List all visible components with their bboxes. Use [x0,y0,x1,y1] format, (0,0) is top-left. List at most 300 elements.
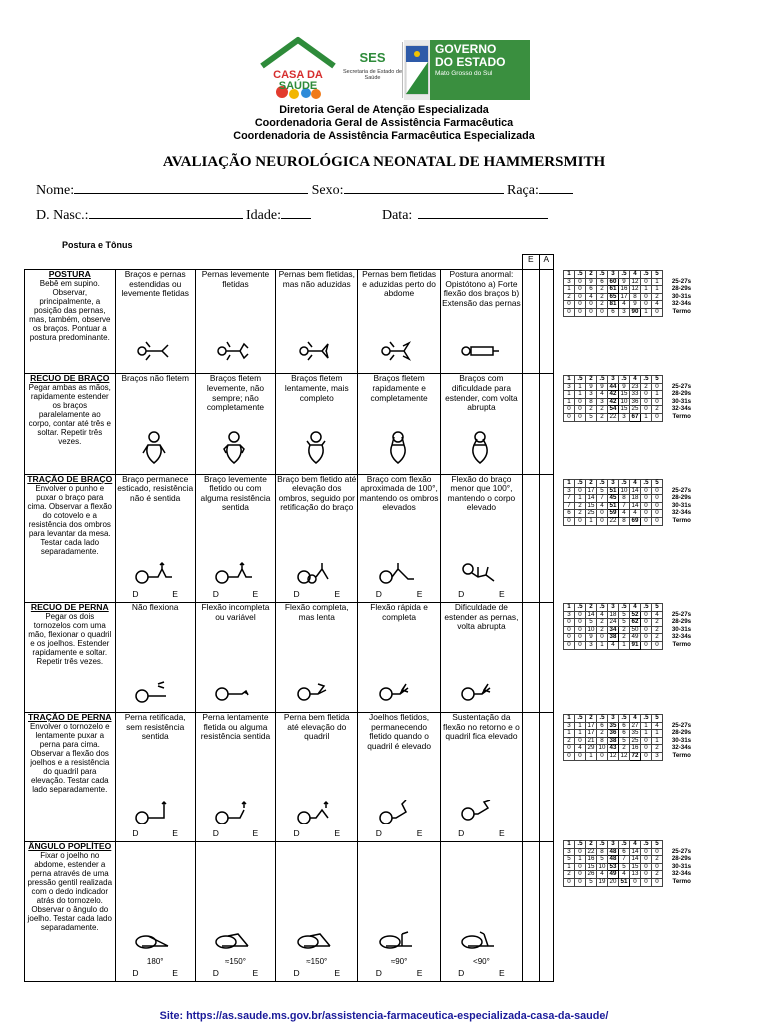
score-cell: 2 [597,626,608,634]
angle-label: <90° [473,957,490,967]
age-label: 28-29s [671,618,692,626]
score-cell: 16 [586,856,597,864]
option-cell[interactable] [195,474,275,602]
score-header-cell: .5 [619,480,630,488]
option-text: Braço com flexão aproximada de 100°, mantendo os ombros elevados [359,473,439,513]
score-cell: 3 [564,848,575,856]
age-label: 25-27s [671,382,692,390]
score-cell: 0 [575,871,586,879]
sexo-label: Sexo: [311,183,344,198]
option-text: Braços fletem rapidamente e completamente [370,373,428,403]
score-cell: 2 [619,626,630,634]
score-table-popliteal-angle [563,840,699,887]
score-cell: 42 [608,398,619,406]
arm-recoil-figure-icon [214,431,256,468]
option-cell[interactable] [358,713,440,841]
score-cell: 0 [652,517,663,525]
popliteal-angle-figure-icon [134,930,176,957]
score-header-cell: .5 [597,376,608,384]
score-cell: 2 [597,406,608,414]
score-cell: 2 [652,619,663,627]
score-cell: 24 [608,619,619,627]
score-cell: 3 [564,383,575,391]
leg-recoil-figure-icon [214,680,256,707]
ses-logo [343,42,403,98]
score-cell: 3 [564,487,575,495]
arm-recoil-figure-icon [134,431,176,468]
nasc-field[interactable] [89,207,243,219]
age-label: 30-31s [671,292,692,300]
posture-figure-icon [214,341,256,368]
score-cell: 0 [575,626,586,634]
option-text: Braços fletem lentamente, mais completo [284,373,349,403]
leg-traction-figure-icon [296,800,338,827]
row-title: POSTURA [48,269,91,280]
option-text: Joelhos fletidos, permanecendo fletido quando o quadril é elevado [367,712,431,751]
option-text: Braços fletem levemente, não sempre; não completamente [206,373,265,413]
score-cell: 26 [586,871,597,879]
nome-label: Nome: [36,183,75,198]
option-cell[interactable] [276,270,358,374]
data-field[interactable] [418,207,548,219]
score-header-cell: .5 [597,480,608,488]
score-cell: 6 [608,308,619,316]
score-cell: 6 [619,722,630,730]
side-labels [196,829,275,839]
casa-da-saude-logo [258,36,338,102]
option-cell[interactable] [276,374,358,474]
score-cell: 10 [597,863,608,871]
popliteal-angle-figure-icon [296,930,338,957]
score-cell: 1 [575,391,586,399]
score-header-cell: 2 [586,841,597,849]
row-label-cell [25,374,116,474]
age-label: 25-27s [671,847,692,855]
arm-recoil-figure-icon [460,431,502,468]
row-label-cell [25,602,116,712]
score-cell: 18 [630,495,641,503]
score-cell: 17 [619,293,630,301]
side-labels [116,969,195,979]
nasc-label: D. Nasc.: [36,208,89,223]
score-cell: 14 [630,848,641,856]
governo-line3: Mato Grosso do Sul [435,70,493,77]
score-e-cell[interactable] [523,841,539,981]
score-cell: 29 [586,745,597,753]
score-cell: 72 [630,752,641,760]
age-label: 32-34s [671,633,692,641]
score-e-cell[interactable] [523,713,539,841]
score-header-cell: 5 [652,604,663,612]
score-header-cell: 3 [608,715,619,723]
option-cell[interactable] [440,841,522,981]
score-cell: 9 [619,278,630,286]
score-header-cell: 1 [564,271,575,279]
score-cell: 52 [630,611,641,619]
age-header-cell [663,480,699,488]
score-cell: 4 [608,641,619,649]
score-cell: 4 [575,745,586,753]
row-description: Envolver o punho e puxar o braço para cima. Observar a flexão do cotovelo e a resistência dos ombros para levantar da mesa. Testar cada lado separadamente. [27,483,113,556]
score-header-cell: .5 [597,841,608,849]
side-labels [358,969,439,979]
score-cell: 14 [586,611,597,619]
score-cell: 2 [641,383,652,391]
raca-field[interactable] [539,182,573,194]
svg-text:CASA DA: CASA DA [273,69,323,81]
option-cell[interactable] [276,602,358,712]
score-cell: 0 [652,413,663,421]
score-table-posture [563,270,699,317]
age-label: Termo [672,751,691,759]
score-cell: 0 [564,308,575,316]
score-cell: 45 [608,495,619,503]
option-cell[interactable] [115,841,195,981]
score-cell: 15 [586,502,597,510]
option-cell[interactable] [276,841,358,981]
row-description: Pegar ambas as mãos, rapidamente estender os braços paralelamente ao corpo, contar até três e soltar. Repetir três vezes. [28,383,111,447]
score-cell: 69 [630,517,641,525]
score-cell: 0 [564,413,575,421]
age-label: 32-34s [671,300,692,308]
score-cell: 0 [641,406,652,414]
score-cell: 81 [608,301,619,309]
header-line2: Coordenadoria Geral de Assistência Farmacêutica [254,117,514,129]
score-a-cell[interactable] [539,374,553,474]
sexo-field[interactable] [344,182,504,194]
age-label: 30-31s [671,501,692,509]
score-cell: 0 [652,398,663,406]
option-cell[interactable] [115,374,195,474]
score-cell: 2 [597,301,608,309]
score-e-cell[interactable] [523,374,539,474]
score-cell: 36 [608,730,619,738]
score-cell: 15 [619,391,630,399]
score-a-cell[interactable] [539,474,553,602]
option-cell[interactable] [195,374,275,474]
score-cell: 16 [630,745,641,753]
option-cell[interactable] [115,270,195,374]
score-cell: 0 [564,517,575,525]
side-d-label: D [212,968,219,979]
row-description: Fixar o joelho no abdome, estender a perna através de uma pressão gentil realizada com o dedo indicador atrás do tornozelo. Observar o ângulo do joelho. Testar cada lado separadamente. [27,850,113,932]
score-cell: 0 [630,878,641,886]
side-e-label: E [499,827,505,838]
score-cell: 9 [630,301,641,309]
row-description: Bebê em supino. Observar, principalmente, a posição das pernas, mas, também, observe os braços. Pontuar a postura predominante. [29,279,111,343]
score-cell: 2 [652,406,663,414]
score-header-cell: 4 [630,604,641,612]
score-header-cell: 3 [608,841,619,849]
score-cell: 1 [564,398,575,406]
option-cell[interactable] [440,270,522,374]
score-cell: 0 [597,308,608,316]
score-e-cell[interactable] [523,602,539,712]
grid-header-row [25,255,554,270]
score-header-cell: 2 [586,715,597,723]
score-cell: 5 [586,413,597,421]
arm-traction-figure-icon [378,561,420,588]
score-e-cell[interactable] [523,474,539,602]
ses-logo-title: SES [359,50,386,65]
score-cell: 0 [652,878,663,886]
side-e-label: E [416,968,423,979]
grid-row-arm-traction [25,474,554,602]
score-header-cell: 2 [586,480,597,488]
score-cell: 0 [641,391,652,399]
score-cell: 10 [619,398,630,406]
angle-label: ≈150° [306,957,328,967]
score-cell: 20 [608,878,619,886]
posture-figure-icon [296,341,338,368]
row-title: RECUO DE BRAÇO [30,373,110,384]
score-cell: 49 [608,871,619,879]
option-cell[interactable] [195,713,275,841]
score-cell: 4 [652,611,663,619]
score-header-cell: 5 [652,480,663,488]
score-a-cell[interactable] [539,270,553,374]
idade-field[interactable] [281,207,311,219]
grid-row-arm-recoil [25,374,554,474]
arm-traction-figure-icon [134,561,176,588]
side-d-label: D [375,827,382,838]
score-header-cell: 2 [586,604,597,612]
score-cell: 5 [619,737,630,745]
score-cell: 62 [630,619,641,627]
score-header-cell: 4 [630,841,641,849]
score-header-cell: .5 [575,376,586,384]
option-text: Pernas levemente fletidas [201,269,270,289]
score-cell: 0 [575,398,586,406]
col-a-header: A [539,255,553,270]
score-cell: 0 [652,848,663,856]
side-d-label: D [212,589,219,600]
side-d-label: D [132,968,139,979]
option-cell[interactable] [358,374,440,474]
score-cell: 4 [630,510,641,518]
score-header-cell: .5 [575,841,586,849]
option-cell[interactable] [195,602,275,712]
score-cell: 0 [641,878,652,886]
option-cell[interactable] [440,713,522,841]
score-header-cell: 2 [586,376,597,384]
age-label: 32-34s [671,744,692,752]
score-header-cell: 3 [608,480,619,488]
score-header-cell: .5 [575,480,586,488]
side-labels [441,590,522,600]
option-cell[interactable] [115,474,195,602]
score-cell: 0 [564,641,575,649]
score-header-cell: 4 [630,480,641,488]
score-e-cell[interactable] [523,270,539,374]
score-cell: 15 [630,863,641,871]
option-cell[interactable] [115,602,195,712]
side-labels [116,590,195,600]
option-cell[interactable] [358,270,440,374]
score-a-cell[interactable] [539,713,553,841]
side-labels [276,829,357,839]
form-row-1 [36,182,573,199]
footer-site-link[interactable]: Site: https://as.saude.ms.gov.br/assistencia-farmaceutica-especializada-casa-da-saude/ [159,1010,609,1022]
score-cell: 0 [641,398,652,406]
score-cell: 7 [597,495,608,503]
score-table-leg-recoil [563,603,699,650]
age-label: 32-34s [671,405,692,413]
score-cell: 5 [619,611,630,619]
age-label: 28-29s [671,729,692,737]
age-label: Termo [672,640,691,648]
score-cell: 3 [564,722,575,730]
score-cell: 4 [586,293,597,301]
idade-label: Idade: [246,208,281,223]
score-header-cell: 1 [564,480,575,488]
form-row-2 [36,207,548,224]
angle-label: ≈150° [224,957,246,967]
option-cell[interactable] [440,374,522,474]
side-e-label: E [334,827,341,838]
age-label: 25-27s [671,721,692,729]
age-label: 30-31s [671,397,692,405]
score-cell: 5 [619,619,630,627]
score-cell: 0 [575,863,586,871]
score-cell: 2 [564,293,575,301]
row-label-cell [25,713,116,841]
popliteal-angle-figure-icon [378,930,420,957]
score-cell: 3 [619,308,630,316]
option-text: Flexão rápida e completa [370,601,428,622]
score-cell: 4 [619,510,630,518]
score-cell: 0 [641,611,652,619]
score-cell: 1 [652,286,663,294]
score-a-cell[interactable] [539,602,553,712]
score-cell: 1 [652,391,663,399]
score-cell: 4 [597,502,608,510]
score-header-cell: .5 [575,604,586,612]
option-cell[interactable] [195,841,275,981]
score-header-cell: .5 [619,715,630,723]
option-cell[interactable] [358,602,440,712]
option-text: Braços e pernas estendidas ou levemente fletidas [121,269,189,299]
score-cell: 9 [586,634,597,642]
leg-traction-figure-icon [378,800,420,827]
option-cell[interactable] [358,474,440,602]
score-cell: 9 [619,383,630,391]
score-cell: 8 [619,495,630,503]
option-cell[interactable] [195,270,275,374]
row-title: TRAÇÃO DE PERNA [28,712,112,723]
side-e-label: E [499,968,505,979]
score-header-cell: .5 [597,604,608,612]
age-header-cell [663,715,699,723]
side-d-label: D [293,827,300,838]
score-cell: 35 [608,722,619,730]
option-cell[interactable] [115,713,195,841]
score-cell: 0 [575,406,586,414]
score-cell: 42 [608,391,619,399]
score-header-cell: 5 [652,376,663,384]
score-cell: 2 [597,286,608,294]
score-a-cell[interactable] [539,841,553,981]
score-cell: 4 [652,301,663,309]
score-cell: 10 [586,626,597,634]
score-cell: 34 [608,626,619,634]
score-header-cell: .5 [575,715,586,723]
leg-traction-figure-icon [460,800,502,827]
side-e-label: E [252,589,259,600]
side-e-label: E [499,589,505,600]
score-cell: 7 [564,495,575,503]
side-e-label: E [334,968,341,979]
score-cell: 4 [597,391,608,399]
score-cell: 14 [630,856,641,864]
score-cell: 6 [597,278,608,286]
score-cell: 35 [630,730,641,738]
side-d-label: D [212,827,219,838]
side-labels [441,829,522,839]
option-cell[interactable] [440,474,522,602]
option-cell[interactable] [276,713,358,841]
score-cell: 2 [619,634,630,642]
score-cell: 9 [586,278,597,286]
option-cell[interactable] [358,841,440,981]
score-cell: 0 [575,308,586,316]
score-cell: 44 [608,383,619,391]
option-cell[interactable] [440,602,522,712]
ses-logo-subtitle: Secretaria de Estado de Saúde [343,69,403,81]
option-text: Braços não fletem [121,373,189,384]
score-cell: 1 [575,856,586,864]
score-cell: 0 [641,626,652,634]
score-header-cell: 4 [630,715,641,723]
score-cell: 0 [641,301,652,309]
score-cell: 0 [564,634,575,642]
score-cell: 1 [597,641,608,649]
score-cell: 2 [652,856,663,864]
leg-traction-figure-icon [214,800,256,827]
leg-recoil-figure-icon [378,680,420,707]
score-header-cell: 5 [652,841,663,849]
arm-traction-figure-icon [460,561,502,588]
score-cell: 14 [586,495,597,503]
score-cell: 18 [608,611,619,619]
score-cell: 1 [652,730,663,738]
age-label: 28-29s [671,494,692,502]
side-d-label: D [375,968,382,979]
evaluation-grid [24,254,554,982]
age-label: 32-34s [671,870,692,878]
option-text: Postura anormal: Opistótono a) Forte flexão dos braços b) Extensão das pernas [442,269,521,308]
score-cell: 17 [586,730,597,738]
score-cell: 2 [652,626,663,634]
score-cell: 49 [630,634,641,642]
row-title: RECUO DE PERNA [30,601,109,612]
score-cell: 0 [575,286,586,294]
score-cell: 54 [608,406,619,414]
nome-field[interactable] [74,182,308,194]
score-cell: 0 [641,848,652,856]
section-label: Postura e Tônus [62,240,133,250]
option-cell[interactable] [276,474,358,602]
governo-line2: DO ESTADO [435,55,506,69]
score-cell: 21 [586,737,597,745]
leg-recoil-figure-icon [460,680,502,707]
score-cell: 59 [608,510,619,518]
score-cell: 9 [586,383,597,391]
side-d-label: D [458,968,465,979]
score-header-cell: 3 [608,376,619,384]
posture-figure-icon [134,341,176,368]
score-cell: 22 [586,848,597,856]
